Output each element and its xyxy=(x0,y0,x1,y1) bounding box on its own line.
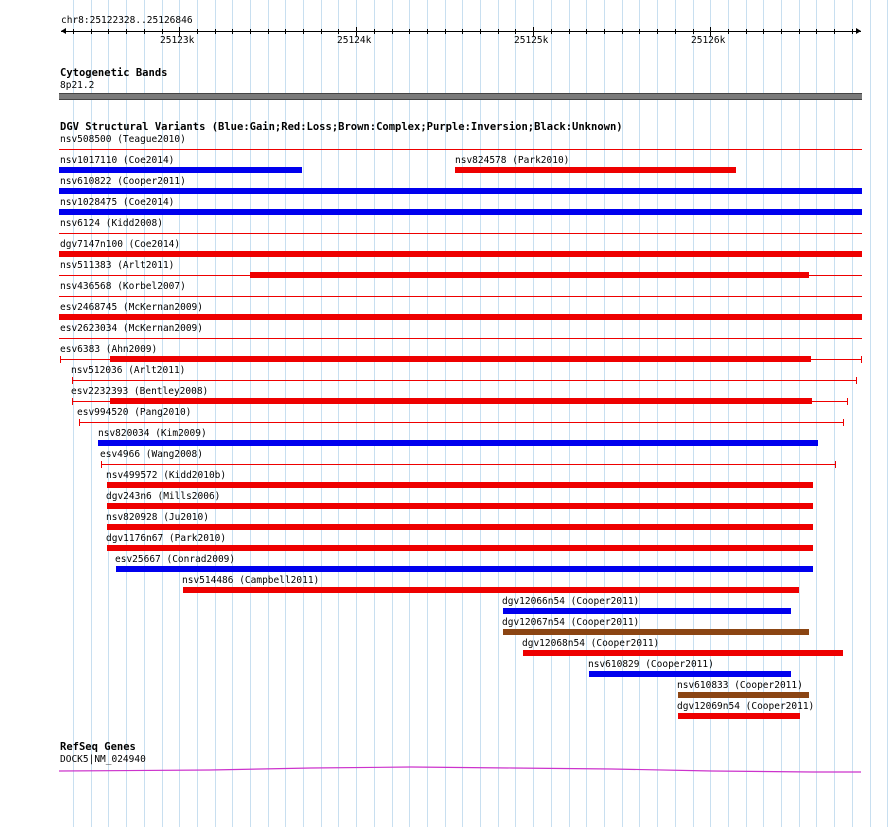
ruler-minor-tick xyxy=(144,29,145,34)
ruler-minor-tick xyxy=(162,29,163,34)
ruler-minor-tick xyxy=(445,29,446,34)
variant-bar[interactable] xyxy=(183,587,799,593)
ruler-minor-tick xyxy=(285,29,286,34)
variant-bar[interactable] xyxy=(455,167,736,173)
variant-end-cap xyxy=(843,419,844,426)
variant-bar[interactable] xyxy=(503,608,791,614)
ruler-minor-tick xyxy=(197,29,198,34)
ruler-minor-tick xyxy=(586,29,587,34)
variant-line[interactable] xyxy=(59,149,862,150)
variant-bar[interactable] xyxy=(110,356,811,362)
grid-line xyxy=(816,0,817,827)
variant-line[interactable] xyxy=(59,233,862,234)
ruler-minor-tick xyxy=(799,29,800,34)
cytoband-title: Cytogenetic Bands xyxy=(60,67,168,79)
variant-end-cap xyxy=(72,377,73,384)
variant-line[interactable] xyxy=(59,338,862,339)
ruler-minor-tick xyxy=(126,29,127,34)
variant-bar[interactable] xyxy=(59,188,862,194)
ruler-minor-tick xyxy=(73,29,74,34)
variant-label[interactable]: nsv1017110 (Coe2014) xyxy=(60,155,175,166)
ruler-minor-tick xyxy=(215,29,216,34)
variant-label[interactable]: nsv820928 (Ju2010) xyxy=(106,512,209,523)
variant-label[interactable]: nsv512036 (Arlt2011) xyxy=(71,365,186,376)
variant-line[interactable] xyxy=(101,464,835,465)
grid-line xyxy=(887,0,888,827)
ruler-axis xyxy=(61,31,861,32)
grid-line xyxy=(834,0,835,827)
ruler-minor-tick xyxy=(834,29,835,34)
variant-label[interactable]: dgv1176n67 (Park2010) xyxy=(106,533,227,544)
variant-bar[interactable] xyxy=(589,671,791,677)
variant-label[interactable]: dgv12066n54 (Cooper2011) xyxy=(502,596,640,607)
variant-end-cap xyxy=(101,461,102,468)
variant-bar[interactable] xyxy=(110,398,812,404)
ruler-minor-tick xyxy=(321,29,322,34)
variant-end-cap xyxy=(60,356,61,363)
cytoband-label: 8p21.2 xyxy=(60,80,95,91)
ruler-minor-tick xyxy=(728,29,729,34)
variant-label[interactable]: dgv243n6 (Mills2006) xyxy=(106,491,221,502)
variant-label[interactable]: nsv499572 (Kidd2010b) xyxy=(106,470,227,481)
ruler-location: chr8:25122328..25126846 xyxy=(61,15,193,26)
variant-bar[interactable] xyxy=(59,167,302,173)
variant-label[interactable]: dgv12067n54 (Cooper2011) xyxy=(502,617,640,628)
ruler-minor-tick xyxy=(338,29,339,34)
ruler-minor-tick xyxy=(409,29,410,34)
grid-line xyxy=(852,0,853,827)
variant-bar[interactable] xyxy=(59,209,862,215)
variant-bar[interactable] xyxy=(98,440,818,446)
variant-label[interactable]: nsv436568 (Korbel2007) xyxy=(60,281,186,292)
ruler-minor-tick xyxy=(604,29,605,34)
variant-bar[interactable] xyxy=(107,482,813,488)
variant-label[interactable]: nsv610822 (Cooper2011) xyxy=(60,176,186,187)
variant-label[interactable]: dgv7147n100 (Coe2014) xyxy=(60,239,181,250)
variant-end-cap xyxy=(835,461,836,468)
variant-label[interactable]: esv994520 (Pang2010) xyxy=(77,407,192,418)
ruler-tick-label: 25123k xyxy=(160,35,195,46)
variant-label[interactable]: nsv6124 (Kidd2008) xyxy=(60,218,163,229)
ruler-right-arrow xyxy=(856,28,861,34)
variant-end-cap xyxy=(72,398,73,405)
ruler-minor-tick xyxy=(91,29,92,34)
ruler-minor-tick xyxy=(392,29,393,34)
variant-label[interactable]: esv4966 (Wang2008) xyxy=(100,449,203,460)
grid-line xyxy=(675,0,676,827)
ruler-minor-tick xyxy=(781,29,782,34)
variant-end-cap xyxy=(856,377,857,384)
variant-label[interactable]: esv25667 (Conrad2009) xyxy=(115,554,236,565)
ruler-minor-tick xyxy=(374,29,375,34)
variant-line[interactable] xyxy=(72,380,856,381)
variant-label[interactable]: nsv610829 (Cooper2011) xyxy=(588,659,714,670)
variant-bar[interactable] xyxy=(107,545,813,551)
ruler-minor-tick xyxy=(498,29,499,34)
ruler-minor-tick xyxy=(515,29,516,34)
ruler-minor-tick xyxy=(763,29,764,34)
variant-label[interactable]: esv2232393 (Bentley2008) xyxy=(71,386,209,397)
ruler-minor-tick xyxy=(303,29,304,34)
ruler-minor-tick xyxy=(852,29,853,34)
ruler-minor-tick xyxy=(268,29,269,34)
variant-label[interactable]: dgv12068n54 (Cooper2011) xyxy=(522,638,660,649)
variant-line[interactable] xyxy=(79,422,843,423)
variant-bar[interactable] xyxy=(678,692,809,698)
ruler-minor-tick xyxy=(427,29,428,34)
variant-bar[interactable] xyxy=(678,713,800,719)
ruler-minor-tick xyxy=(569,29,570,34)
ruler-minor-tick xyxy=(639,29,640,34)
variant-label[interactable]: esv2468745 (McKernan2009) xyxy=(60,302,203,313)
variant-label[interactable]: nsv820034 (Kim2009) xyxy=(98,428,207,439)
variant-label[interactable]: nsv508500 (Teague2010) xyxy=(60,134,186,145)
grid-line xyxy=(870,0,871,827)
cytoband-bar[interactable] xyxy=(59,93,862,100)
variant-label[interactable]: esv2623034 (McKernan2009) xyxy=(60,323,203,334)
ruler-minor-tick xyxy=(462,29,463,34)
variant-bar[interactable] xyxy=(59,314,862,320)
variant-end-cap xyxy=(847,398,848,405)
variant-bar[interactable] xyxy=(59,251,862,257)
refseq-gene-label[interactable]: DOCK5|NM_024940 xyxy=(60,754,146,765)
variant-bar[interactable] xyxy=(107,524,813,530)
ruler-minor-tick xyxy=(816,29,817,34)
dgv-title: DGV Structural Variants (Blue:Gain;Red:Loss;Brown:Complex;Purple:Inversion;Black:Unknown) xyxy=(60,121,623,133)
variant-label[interactable]: nsv824578 (Park2010) xyxy=(455,155,570,166)
variant-line[interactable] xyxy=(59,296,862,297)
ruler-minor-tick xyxy=(232,29,233,34)
variant-label[interactable]: nsv514486 (Campbell2011) xyxy=(182,575,320,586)
variant-label[interactable]: dgv12069n54 (Cooper2011) xyxy=(677,701,815,712)
variant-bar[interactable] xyxy=(107,503,813,509)
variant-label[interactable]: nsv1028475 (Coe2014) xyxy=(60,197,175,208)
variant-label[interactable]: esv6383 (Ahn2009) xyxy=(60,344,158,355)
variant-bar[interactable] xyxy=(523,650,843,656)
variant-bar[interactable] xyxy=(503,629,809,635)
ruler-minor-tick xyxy=(108,29,109,34)
ruler-minor-tick xyxy=(551,29,552,34)
ruler-minor-tick xyxy=(622,29,623,34)
ruler-tick-label: 25125k xyxy=(514,35,549,46)
variant-bar[interactable] xyxy=(116,566,813,572)
variant-label[interactable]: nsv511383 (Arlt2011) xyxy=(60,260,175,271)
ruler-minor-tick xyxy=(480,29,481,34)
ruler-tick-label: 25126k xyxy=(691,35,726,46)
ruler-minor-tick xyxy=(675,29,676,34)
grid-line xyxy=(639,0,640,827)
ruler-minor-tick xyxy=(693,29,694,34)
variant-end-cap xyxy=(861,356,862,363)
variant-end-cap xyxy=(79,419,80,426)
variant-label[interactable]: nsv610833 (Cooper2011) xyxy=(677,680,803,691)
ruler-minor-tick xyxy=(657,29,658,34)
ruler-minor-tick xyxy=(746,29,747,34)
refseq-title: RefSeq Genes xyxy=(60,741,136,753)
ruler-left-arrow xyxy=(61,28,66,34)
ruler-minor-tick xyxy=(250,29,251,34)
grid-line xyxy=(657,0,658,827)
variant-bar[interactable] xyxy=(250,272,809,278)
ruler-tick-label: 25124k xyxy=(337,35,372,46)
